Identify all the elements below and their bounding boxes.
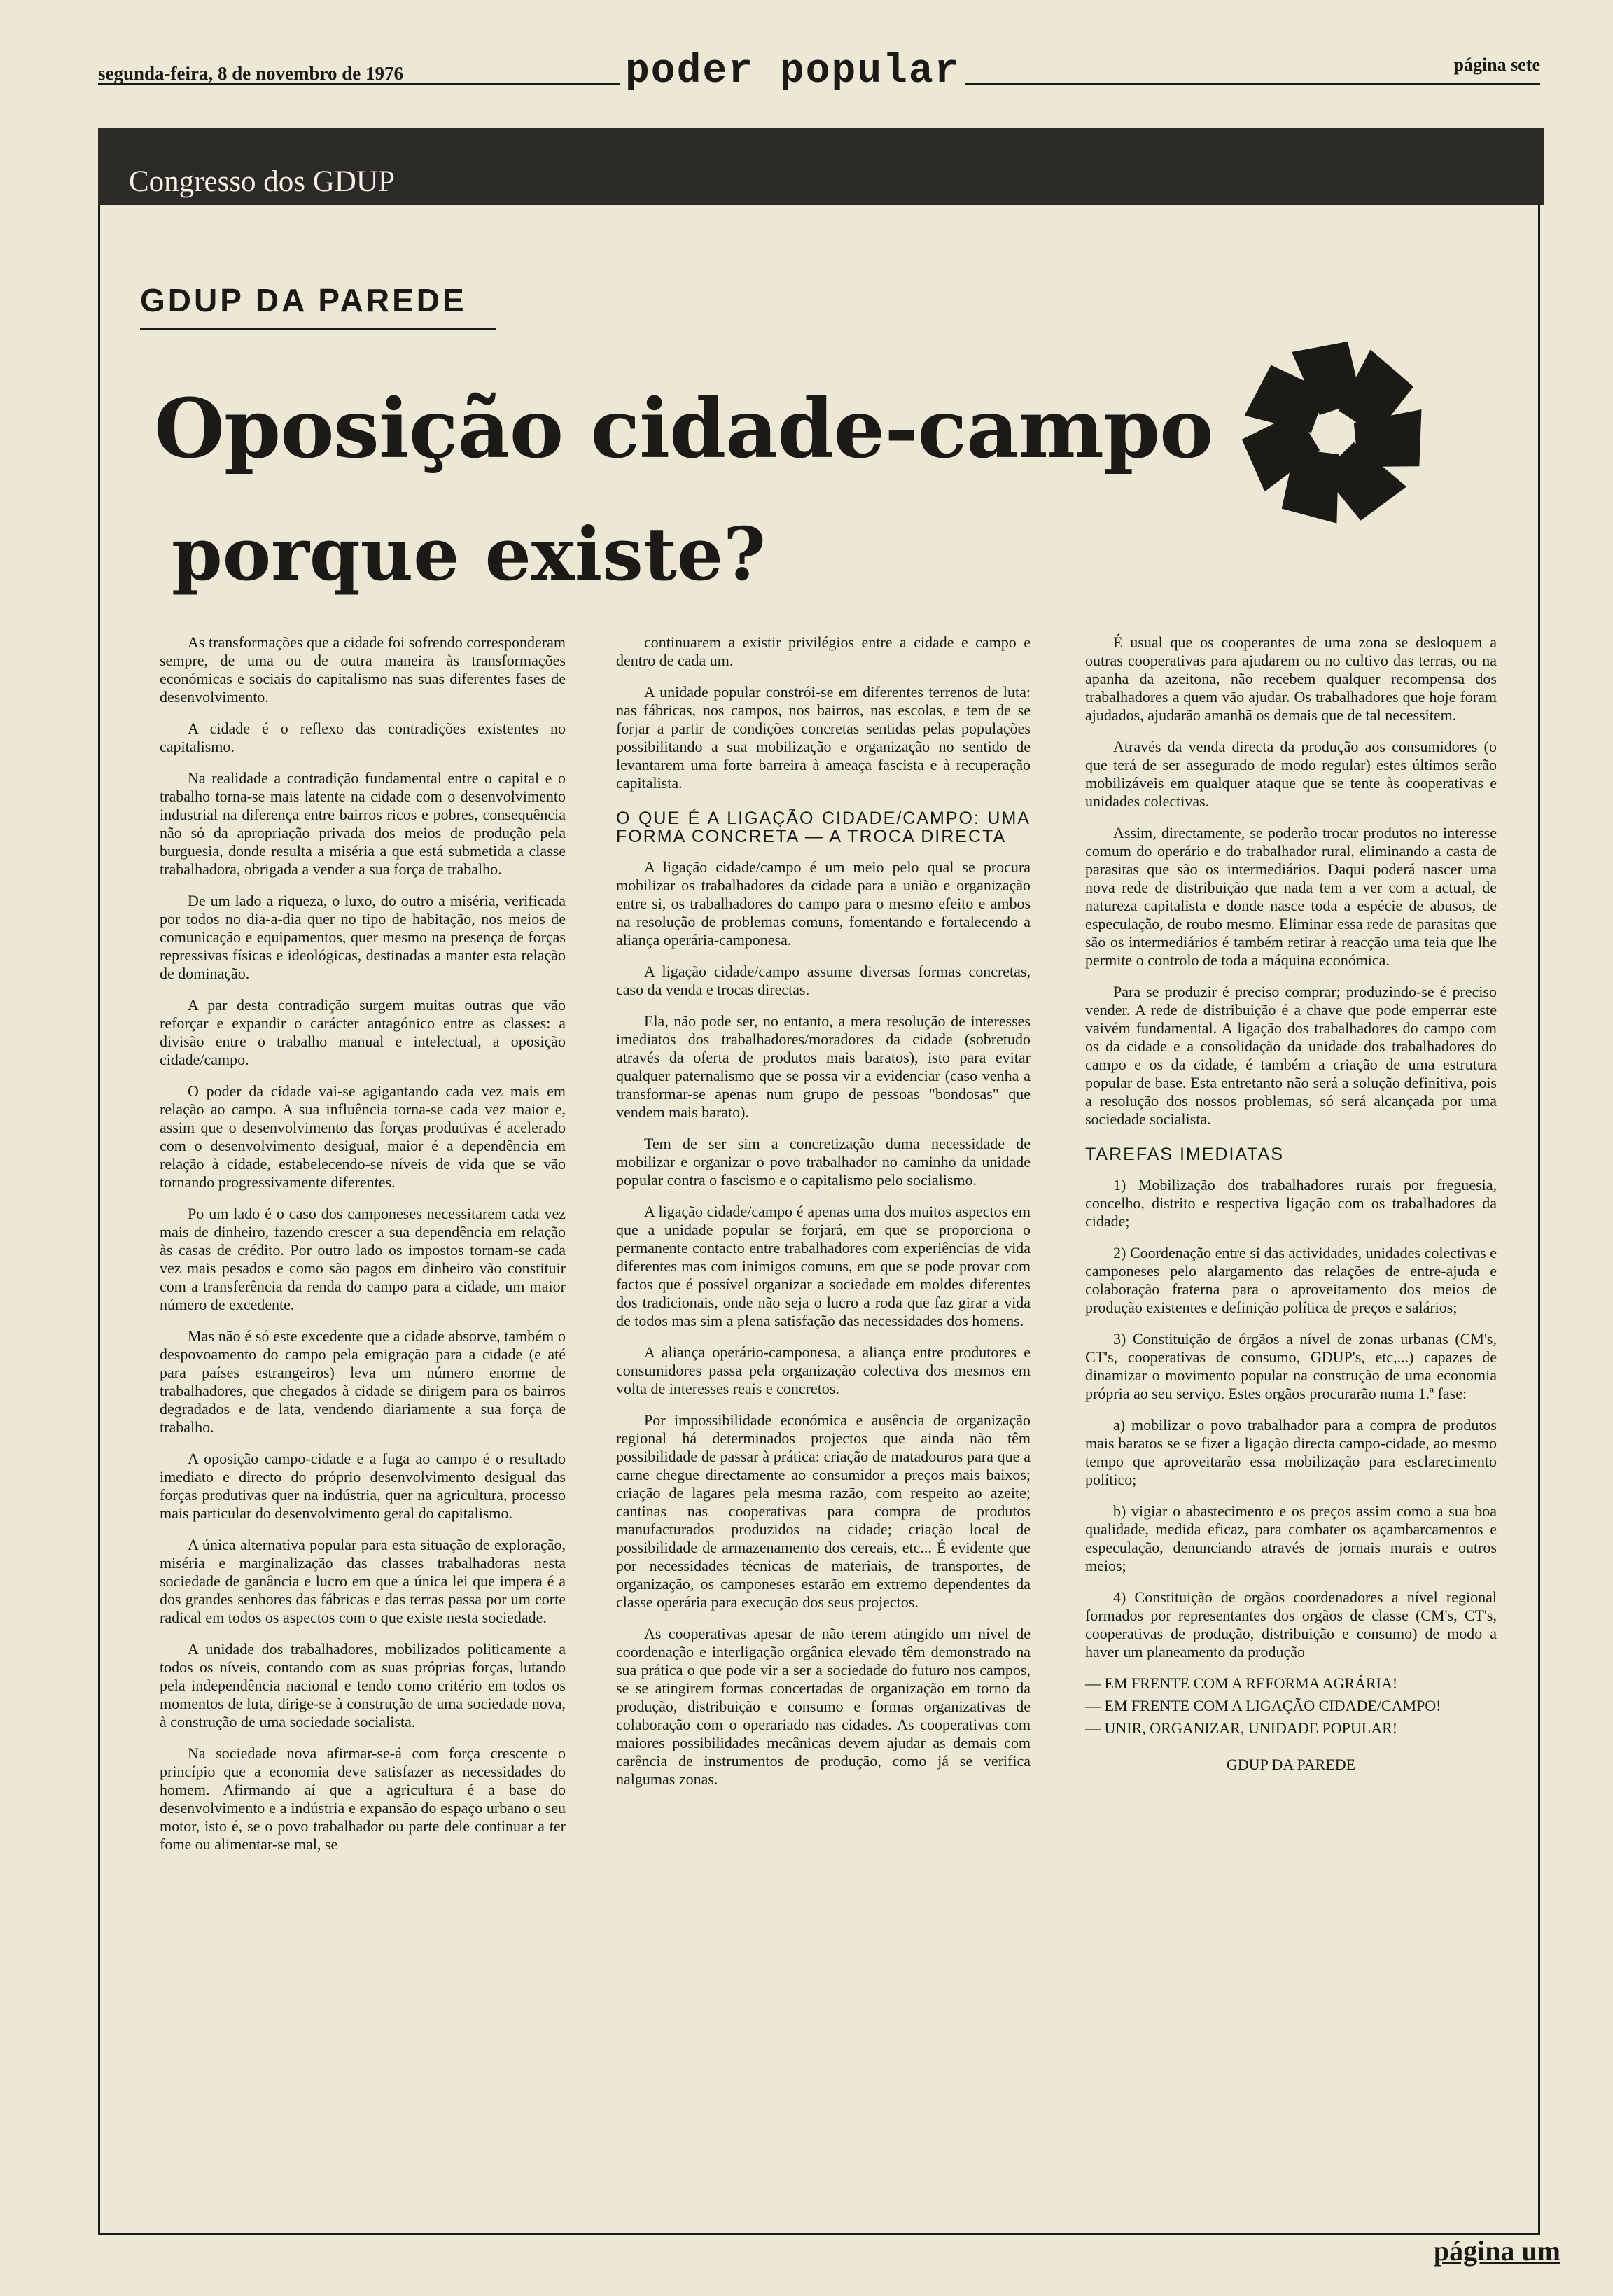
slogans xyxy=(1085,1674,1497,1737)
page-number: página sete xyxy=(1453,55,1540,75)
paragraph: As cooperativas apesar de não terem atingido um nível de coordenação e interligação orgânica elevado têm demonstrado na sua prática o que pode vir a ser a sociedade do futuro nos campos, se se atingirem formas concertadas de organização em torno da produção, distribuição e consumo e formas organizativas de colaboração com o operariado nas cidades. As cooperativas com maiores possibilidades mecânicas devem ajudar as demais com carência de instrumentos de produção, como já se verifica nalgumas zonas. xyxy=(616,1625,1031,1788)
paragraph: Tem de ser sim a concretização duma necessidade de mobilizar e organizar o povo trabalhador no caminho da unidade popular contra o fascismo e o capitalismo pelo socialismo. xyxy=(616,1135,1031,1189)
slogan: — EM FRENTE COM A LIGAÇÃO CIDADE/CAMPO! xyxy=(1085,1697,1441,1714)
paragraph: A cidade é o reflexo das contradições existentes no capitalismo. xyxy=(160,720,566,755)
paragraph: A unidade popular constrói-se em diferentes terrenos de luta: nas fábricas, nos campos, nos bairros, nas escolas, e tem de se forjar a partir de condições concretas sentidas pelas populações possibilitando a sua mobilização e organização no sentido de levantarem uma forte barreira à ameaça fascista e à recuperação capitalista. xyxy=(616,683,1031,792)
paragraph: A par desta contradição surgem muitas outras que vão reforçar e expandir o carácter antagónico entre as classes: a divisão entre o trabalho manual e intelectual, a oposição cidade/campo. xyxy=(160,996,566,1068)
paragraph: Através da venda directa da produção aos consumidores (o que terá de ser assegurado de modo regular) estes últimos serão mobilizáveis em qualquer ataque que se tente às cooperativas e unidades colectivas. xyxy=(1085,738,1497,810)
headline-line-1: Oposição cidade-campo xyxy=(154,382,1213,477)
newspaper-name: poder popular xyxy=(620,49,965,94)
footer-page-label: página um xyxy=(1433,2235,1560,2267)
pinwheel-star-emblem-icon xyxy=(1204,328,1463,538)
task-item: 1) Mobilização dos trabalhadores rurais por freguesia, concelho, distrito e respectiva ligação com os trabalhadores da cidade; xyxy=(1085,1176,1497,1230)
article-column-2 xyxy=(616,634,1031,1802)
paragraph: A ligação cidade/campo é apenas uma dos muitos aspectos em que a unidade popular se forjará, em que se proporciona o permanente contacto entre trabalhadores com experiências de vida diferentes mas com inimigos comuns, em que se pode provar com factos que é possível organizar a sociedade em moldes diferentes dos tradicionais, onde não seja o lucro a roda que faz girar a vida de todos mas sim a plena satisfação das necessidades dos homens. xyxy=(616,1203,1031,1329)
issue-date: segunda-feira, 8 de novembro de 1976 xyxy=(98,63,403,84)
slogan: — EM FRENTE COM A REFORMA AGRÁRIA! xyxy=(1085,1674,1398,1692)
paragraph: A unidade dos trabalhadores, mobilizados politicamente a todos os níveis, contando com as suas próprias forças, lutando pela independência nacional e tendo como critério em todos os momentos de luta, dirige-se à construção de uma sociedade nova, à construção de uma sociedade socialista. xyxy=(160,1640,566,1730)
task-item: 2) Coordenação entre si das actividades, unidades colectivas e camponeses pelo alargamento das relações de entre-ajuda e colaboração fraterna para o aproveitamento dos meios de produção existentes e definição política de preços e salários; xyxy=(1085,1244,1497,1316)
headline-line-2: porque existe? xyxy=(172,511,766,597)
task-item: 3) Constituição de órgãos a nível de zonas urbanas (CM's, CT's, cooperativas de consumo, GDUP's, etc,...) capazes de dinamizar o movimento popular na construção de uma economia própria ao seu serviço. Estes orgãos procurarão numa 1.ª fase: xyxy=(1085,1330,1497,1402)
paragraph: A ligação cidade/campo assume diversas formas concretas, caso da venda e trocas directas. xyxy=(616,962,1031,998)
paragraph: A única alternativa popular para esta situação de exploração, miséria e marginalização das classes trabalhadoras nesta sociedade de ganância e lucro em que a única lei que impera é a dos grandes senhores das fábricas e das terras passa por um corte radical em todos os aspectos com o que existe nesta sociedade. xyxy=(160,1536,566,1626)
paragraph: O poder da cidade vai-se agigantando cada vez mais em relação ao campo. A sua influência torna-se cada vez maior e, assim que o desenvolvimento das forças produtivas é acelerado com o desenvolvimento desigual, maior é a dependência em relação à cidade, estabelecendo-se níveis de vida que se vão tornando progressivamente diferentes. xyxy=(160,1082,566,1191)
masthead xyxy=(98,49,1540,105)
paragraph: Na sociedade nova afirmar-se-á com força crescente o princípio que a economia deve satisfazer as necessidades do homem. Afirmando aí que a agricultura é a base do desenvolvimento e a indústria e expansão do espaço urbano o seu motor, isto é, se o povo trabalhador ou parte dele continuar a ter fome ou alimentar-se mal, se xyxy=(160,1744,566,1853)
paragraph: Ela, não pode ser, no entanto, a mera resolução de interesses imediatos dos trabalhadores/moradores da cidade (sobretudo através da oferta de produtos mais baratos), isto para evitar qualquer paternalismo que se possa vir a evidenciar (caso venha a transformar-se apenas num grupo de pessoas "bondosas" que vendem mais barato). xyxy=(616,1012,1031,1121)
paragraph: A aliança operário-camponesa, a aliança entre produtores e consumidores passa pela organização colectiva dos mesmos em volta de interesses reais e concretos. xyxy=(616,1343,1031,1397)
task-item: a) mobilizar o povo trabalhador para a compra de produtos mais baratos se se fizer a ligação directa campo-cidade, ao mesmo tempo que aproveitarão essa mobilização para esclarecimento político; xyxy=(1085,1416,1497,1488)
section-banner xyxy=(98,128,1544,205)
subheading-tarefas: TAREFAS IMEDIATAS xyxy=(1085,1144,1285,1164)
paragraph: Por impossibilidade económica e ausência de organização regional há determinados projectos que ainda não têm possibilidade de passar à prática: criação de matadouros para que a carne chegue directamente ao consumidor a preços mais baixos; criação de lagares pela mesma razão, com respeito ao azeite; cantinas nas cooperativas para compra de produtos manufacturados produzidos na cidade; criação local de possibilidade de armazenamento dos cereais, etc... É evidente que por necessidades técnicas de materiais, de transportes, de organização, os camponeses estarão em extremo dependentes da classe operária para execução dos seus projectos. xyxy=(616,1411,1031,1611)
section-title: Congresso dos GDUP xyxy=(129,165,395,198)
paragraph: continuarem a existir privilégios entre a cidade e campo e dentro de cada um. xyxy=(616,634,1031,669)
paragraph: De um lado a riqueza, o luxo, do outro a miséria, verificada por todos no dia-a-dia quer no tipo de habitação, nos meios de comunicação e equipamentos, quer mesmo na presença de forças repressivas físicas e ideológicas, destinadas a manter esta relação de dominação. xyxy=(160,892,566,982)
paragraph: Mas não é só este excedente que a cidade absorve, também o despovoamento do campo pela emigração para a cidade (e até para países estrangeiros) leva um número enorme de trabalhadores, que chegados à cidade se dirigem para os bairros degradados e de lata, vendendo diariamente a sua força de trabalho. xyxy=(160,1327,566,1436)
article-column-1 xyxy=(160,634,566,1867)
subheading-ligacao: O QUE É A LIGAÇÃO CIDADE/CAMPO: UMA FORMA CONCRETA — A TROCA DIRECTA xyxy=(616,808,1031,846)
task-item: b) vigiar o abastecimento e os preços assim como a sua boa qualidade, medida eficaz, para combater os açambarcamentos e especulação, denunciando através de jornais murais e outros meios; xyxy=(1085,1502,1497,1574)
paragraph: A oposição campo-cidade e a fuga ao campo é o resultado imediato e directo do próprio desenvolvimento desigual das forças produtivas quer na indústria, quer na agricultura, processo mais particular do desenvolvimento geral do capitalismo. xyxy=(160,1450,566,1522)
paragraph: Po um lado é o caso dos camponeses necessitarem cada vez mais de dinheiro, fazendo crescer a sua dependência em relação às casas de crédito. Por outro lado os impostos tornam-se cada vez mais pesados e como são pagos em dinheiro vão constituir com a transferência da renda do campo para a cidade, um maior número de excedente. xyxy=(160,1205,566,1313)
paragraph: Assim, directamente, se poderão trocar produtos no interesse comum do operário e do trabalhador rural, eliminando a casta de parasitas que são os intermediários. Daqui poderá nascer uma nova rede de distribuição que nada tem a ver com a actual, de natureza capitalista e donde nasce toda a espécie de abusos, de especulação, de roubo mesmo. Eliminar essa rede de parasitas que são os intermediários é também retirar à reacção uma teia que lhe permite o controlo de toda a máquina económica. xyxy=(1085,824,1497,969)
paragraph: É usual que os cooperantes de uma zona se desloquem a outras cooperativas para ajudarem ou no cultivo das terras, ou na apanha da azeitona, não recebem qualquer recompensa dos trabalhadores a quem vão ajudar. Os trabalhadores que hoje foram ajudados, ajudarão amanhã os demais que de tal necessitem. xyxy=(1085,634,1497,724)
task-item: 4) Constituição de orgãos coordenadores a nível regional formados por representantes dos orgãos de classe (CM's, CT's, cooperativas de produção, distribuição e consumo) de modo a haver um planeamento da produção xyxy=(1085,1588,1497,1660)
paragraph: As transformações que a cidade foi sofrendo corresponderam sempre, de uma ou de outra maneira às transformações económicas e sociais do capitalismo nas suas diferentes fases de desenvolvimento. xyxy=(160,634,566,706)
slogan: — UNIR, ORGANIZAR, UNIDADE POPULAR! xyxy=(1085,1719,1398,1737)
article-column-3 xyxy=(1085,634,1497,1774)
article-kicker: GDUP DA PAREDE xyxy=(140,282,467,318)
paragraph: Para se produzir é preciso comprar; produzindo-se é preciso vender. A rede de distribuição é a chave que pode emperrar este vaivém fundamental. A ligação dos trabalhadores do campo com os da cidade e a consolidação da unidade dos trabalhadores do campo e os da cidade, é também a criação de uma estrutura popular de base. Esta entretanto não será a solução definitiva, pois a resolução dos nossos problemas, só será alcançada por uma sociedade socialista. xyxy=(1085,983,1497,1128)
article-signoff: GDUP DA PAREDE xyxy=(1226,1756,1356,1773)
paragraph: A ligação cidade/campo é um meio pelo qual se procura mobilizar os trabalhadores da cidade para a união e organização entre si, os trabalhadores do campo para o mesmo efeito e ambos na resolução de problemas comuns, fomentando e fortalecendo a aliança operária-camponesa. xyxy=(616,858,1031,948)
paragraph: Na realidade a contradição fundamental entre o capital e o trabalho torna-se mais latente na cidade com o desenvolvimento industrial na diferença entre bairros ricos e pobres, consequência não só da apropriação privada dos meios de produção pela burguesia, donde resulta a miséria a que está submetida a classe trabalhadora, obrigada a vender a sua força de trabalho. xyxy=(160,769,566,878)
kicker-underline xyxy=(140,328,496,330)
